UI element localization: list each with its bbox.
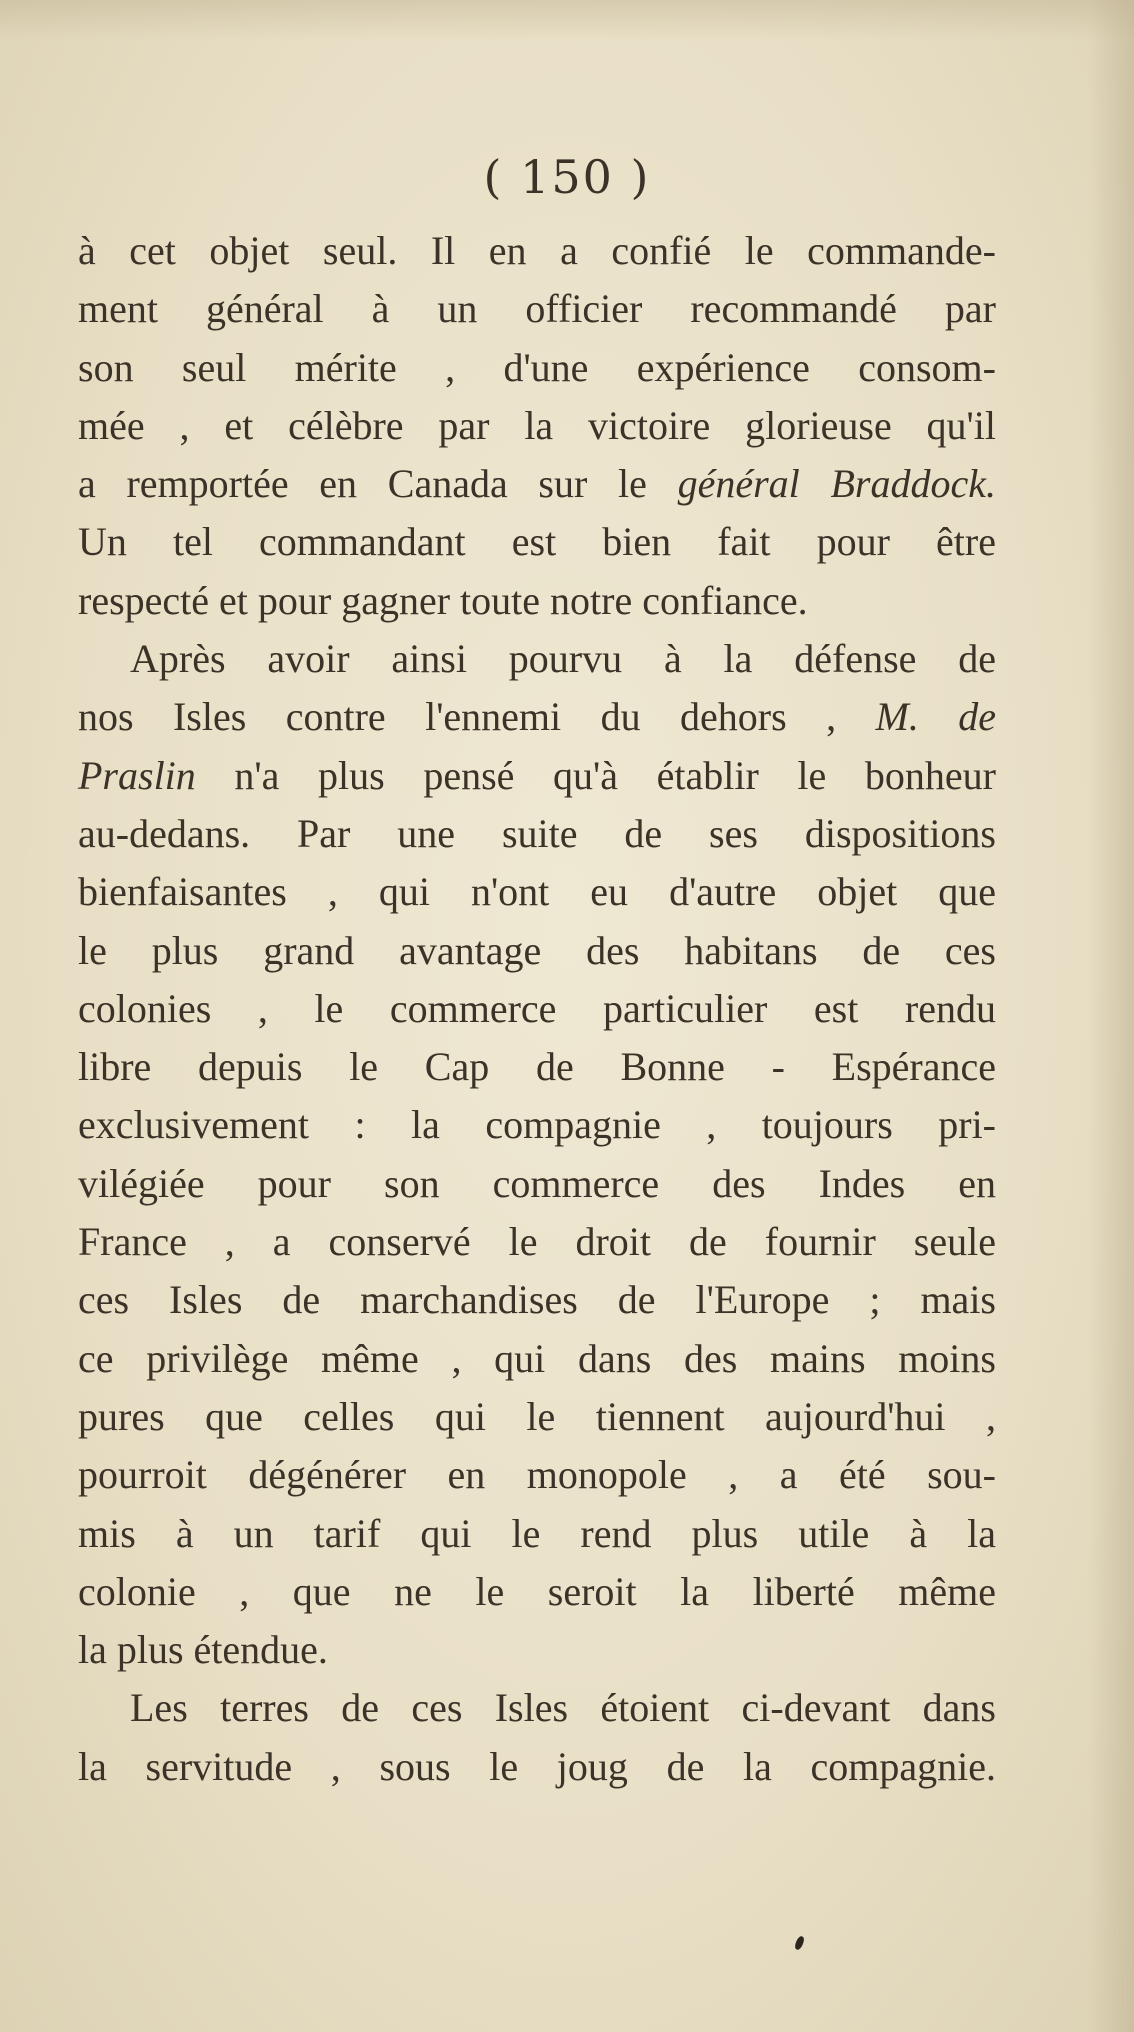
page-top-shadow [0, 0, 1134, 40]
line-text: Les terres de ces Isles étoient ci-devant dans [130, 1685, 996, 1731]
text-line [78, 455, 996, 513]
line-text: vilégiée pour son commerce des Indes en [78, 1160, 996, 1206]
line-text: ces Isles de marchandises de l'Europe ; mais [78, 1277, 996, 1323]
text-line [78, 1330, 996, 1388]
italic-text: général Braddock. [677, 461, 996, 507]
page-edge-shadow [1088, 0, 1134, 2032]
line-text: le plus grand avantage des habitans de ces [78, 927, 996, 973]
line-text: nos Isles contre l'ennemi du dehors , [78, 694, 876, 740]
text-line [78, 747, 996, 805]
line-text: son seul mérite , d'une expérience consom- [78, 344, 996, 390]
text-line [78, 980, 996, 1038]
text-line [78, 1155, 996, 1213]
text-line [78, 397, 996, 455]
text-line [78, 805, 996, 863]
line-text: exclusivement : la compagnie , toujours pri- [78, 1102, 996, 1148]
text-line [78, 1271, 996, 1329]
text-line [78, 863, 996, 921]
text-line [78, 1679, 996, 1737]
line-text: la servitude , sous le joug de la compagnie. [78, 1743, 996, 1789]
line-text: colonie , que ne le seroit la liberté même [78, 1568, 996, 1614]
line-text: Après avoir ainsi pourvu à la défense de [130, 636, 996, 682]
text-line [78, 688, 996, 746]
italic-text: Praslin [78, 752, 196, 798]
line-text: ment général à un officier recommandé par [78, 286, 996, 332]
text-line [78, 1563, 996, 1621]
italic-text: M. de [875, 694, 996, 740]
text-line [78, 339, 996, 397]
line-text: Un tel commandant est bien fait pour être [78, 519, 996, 565]
text-line [78, 630, 996, 688]
text-line [78, 1038, 996, 1096]
line-text: la plus étendue. [78, 1627, 328, 1673]
line-text: n'a plus pensé qu'à établir le bonheur [195, 752, 996, 798]
line-text: à cet objet seul. Il en a confié le commande- [78, 228, 996, 273]
text-line [78, 1621, 996, 1679]
line-text: bienfaisantes , qui n'ont eu d'autre objet que [78, 869, 996, 915]
line-text: pourroit dégénérer en monopole , a été sou- [78, 1452, 996, 1498]
text-line [78, 1096, 996, 1154]
ink-mark [794, 1935, 805, 1951]
text-line [78, 1388, 996, 1446]
line-text: au-dedans. Par une suite de ses dispositions [78, 810, 996, 856]
line-text: a remportée en Canada sur le [78, 461, 678, 507]
line-text: libre depuis le Cap de Bonne - Espérance [78, 1044, 996, 1090]
line-text: France , a conservé le droit de fournir seule [78, 1219, 996, 1265]
text-line [78, 513, 996, 571]
text-line [78, 572, 996, 630]
line-text: ce privilège même , qui dans des mains moins [78, 1335, 996, 1381]
line-text: colonies , le commerce particulier est rendu [78, 985, 996, 1031]
page-number: ( 150 ) [483, 150, 651, 204]
line-text: pures que celles qui le tiennent aujourd'hui , [78, 1393, 996, 1439]
body-text [78, 222, 996, 1796]
line-text: respecté et pour gagner toute notre confiance. [78, 577, 808, 623]
text-line [78, 1446, 996, 1504]
line-text: mis à un tarif qui le rend plus utile à la [78, 1510, 996, 1556]
text-line [78, 922, 996, 980]
text-line [78, 222, 996, 280]
text-line [78, 1213, 996, 1271]
text-line [78, 280, 996, 338]
line-text: mée , et célèbre par la victoire glorieuse qu'il [78, 402, 996, 448]
text-line [78, 1505, 996, 1563]
text-line [78, 1738, 996, 1796]
